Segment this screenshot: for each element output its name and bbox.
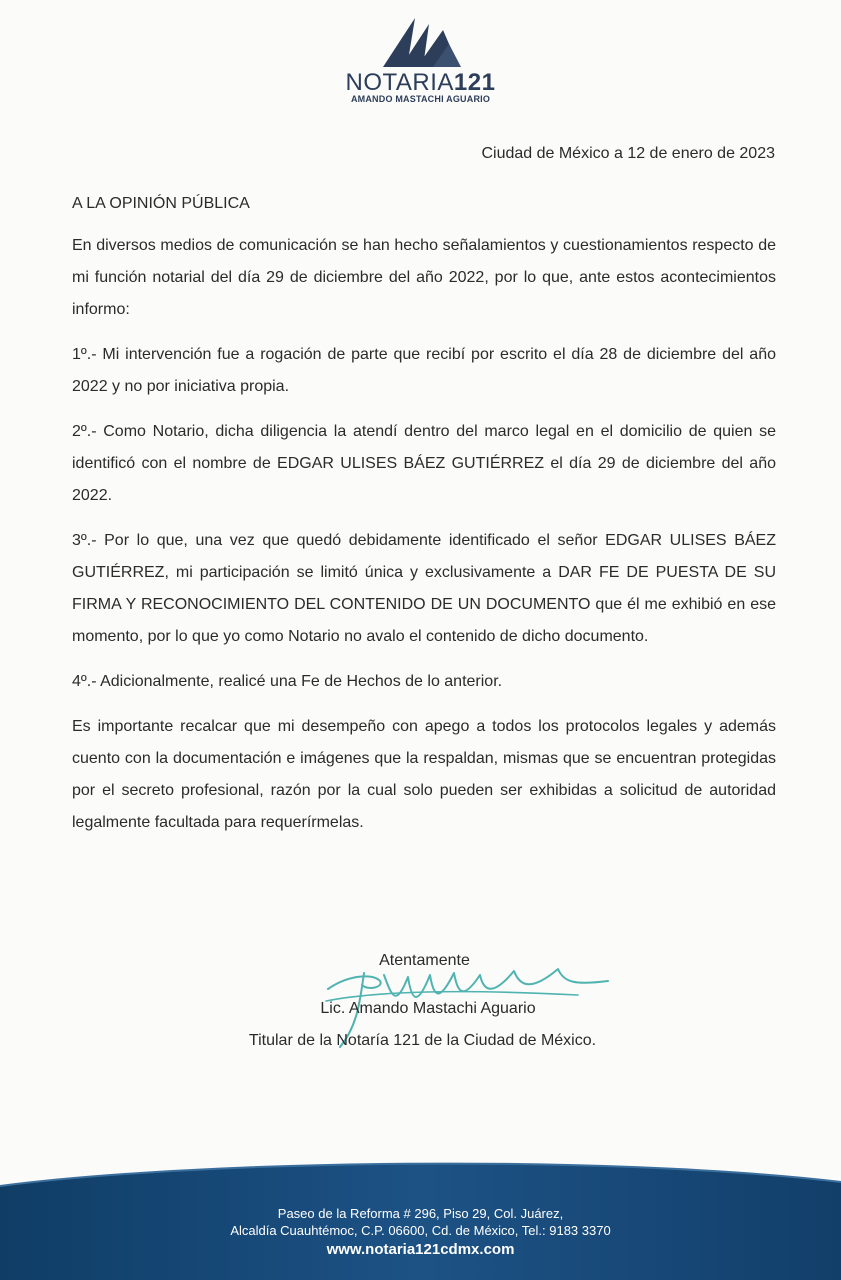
letter-body: [72, 188, 776, 852]
letter-heading: A LA OPINIÓN PÚBLICA: [72, 195, 250, 212]
brand-number: 121: [453, 69, 496, 96]
signer-name: Lic. Amando Mastachi Aguario: [320, 1000, 536, 1017]
footer-website: www.notaria121cdmx.com: [326, 1241, 515, 1258]
paragraph-point-1: 1º.- Mi intervención fue a rogación de parte que recibí por escrito el día 28 de diciembre del año 2022 y no por iniciativa propia.: [72, 346, 776, 395]
letterhead: [0, 12, 841, 104]
footer-address-line-1: Paseo de la Reforma # 296, Piso 29, Col. Juárez,: [277, 1206, 564, 1221]
footer-address-line-2: Alcaldía Cuauhtémoc, C.P. 06600, Cd. de México, Tel.: 9183 3370: [230, 1223, 611, 1238]
paragraph-point-2: 2º.- Como Notario, dicha diligencia la atendí dentro del marco legal en el domicilio de quien se identificó con el nombre de EDGAR ULISES BÁEZ GUTIÉRREZ el día 29 de diciembre del año 2022.: [72, 423, 776, 504]
letter-date: Ciudad de México a 12 de enero de 2023: [481, 145, 775, 162]
paragraph-intro: En diversos medios de comunicación se han hecho señalamientos y cuestionamientos respecto de mi función notarial del día 29 de diciembre del año 2022, por lo que, ante estos acontecimientos informo:: [72, 237, 776, 318]
brand-name: [0, 70, 841, 96]
closing-salutation: Atentamente: [379, 952, 470, 969]
signer-title: Titular de la Notaría 121 de la Ciudad de México.: [248, 1032, 597, 1049]
footer-band: [0, 1150, 841, 1280]
brand-name-text: NOTARIA: [345, 69, 454, 96]
brand-subtitle: AMANDO MASTACHI AGUARIO: [350, 94, 491, 104]
paragraph-point-4: 4º.- Adicionalmente, realicé una Fe de Hechos de lo anterior.: [72, 673, 503, 690]
paragraph-conclusion: Es importante recalcar que mi desempeño con apego a todos los protocolos legales y además cuento con la documentación e imágenes que la respaldan, mismas que se encuentran protegidas por el secreto profesional, razón por la cual solo pueden ser exhibidas a solicitud de autoridad legalmente facultada para requerírmelas.: [72, 718, 776, 831]
mountain-peaks-icon: [371, 12, 471, 72]
paragraph-point-3: 3º.- Por lo que, una vez que quedó debidamente identificado el señor EDGAR ULISES BÁEZ GUTIÉRREZ, mi participación se limitó única y exclusivamente a DAR FE DE PUESTA DE SU FIRMA Y RECONOCIMIENTO DEL CONTENIDO DE UN DOCUMENTO que él me exhibió en ese momento, por lo que yo como Notario no avalo el contenido de dicho documento.: [72, 532, 776, 645]
footer-contact: [0, 1205, 841, 1258]
